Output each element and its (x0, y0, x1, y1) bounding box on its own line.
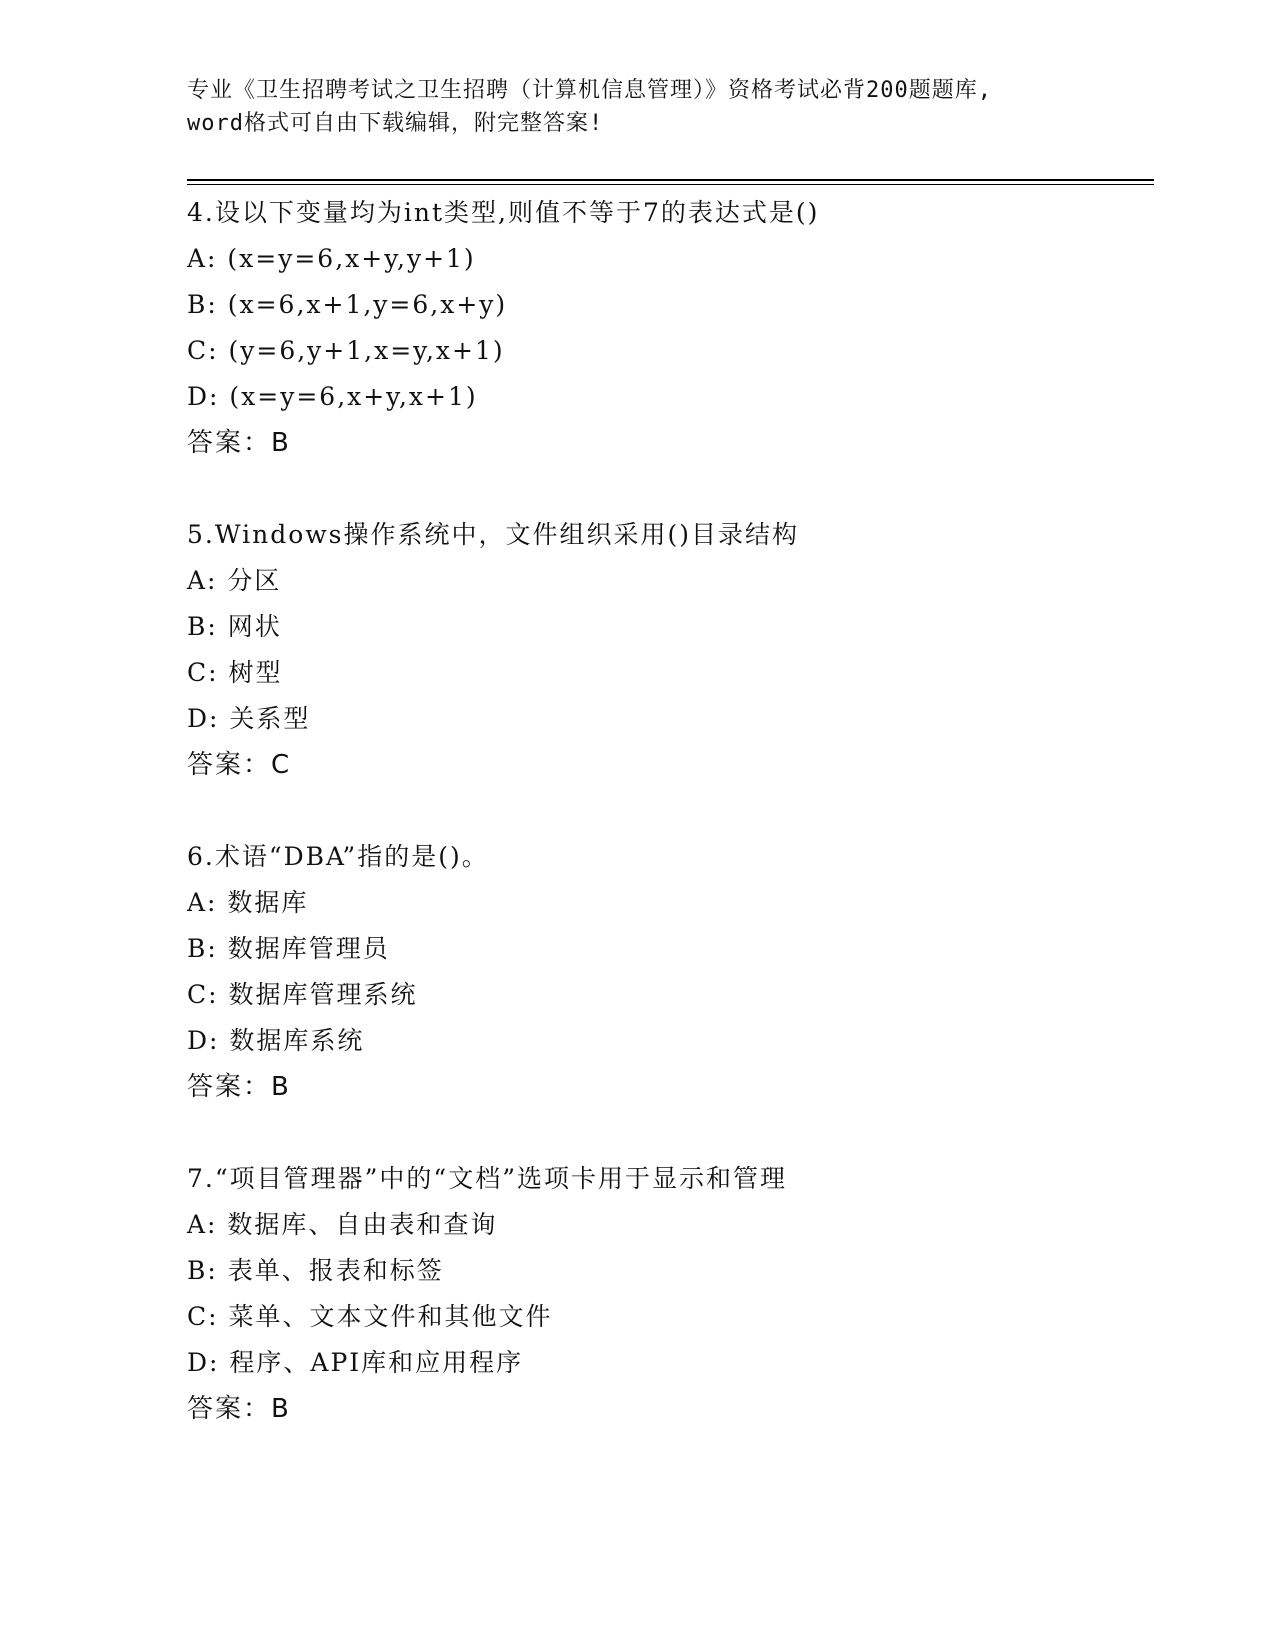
answer-line: 答案：B (187, 1072, 291, 1102)
option-d: D: 程序、API库和应用程序 (187, 1348, 524, 1377)
answer-line: 答案：B (187, 428, 291, 458)
option-c: C: (y=6,y+1,x=y,x+1) (187, 336, 505, 365)
answer-line: 答案：C (187, 750, 292, 780)
option-b: B: 表单、报表和标签 (187, 1256, 444, 1285)
option-c: C: 数据库管理系统 (187, 980, 418, 1009)
option-a: A: 分区 (187, 566, 282, 595)
question-stem: 4.设以下变量均为int类型,则值不等于7的表达式是() (187, 198, 820, 227)
question-list (187, 190, 1154, 1432)
question-stem: 5.Windows操作系统中，文件组织采用()目录结构 (187, 520, 799, 549)
option-c: C: 树型 (187, 658, 283, 687)
question-stem: 7.“项目管理器”中的“文档”选项卡用于显示和管理 (187, 1164, 787, 1193)
option-b: B: 数据库管理员 (187, 934, 390, 963)
option-a: A: 数据库、自由表和查询 (187, 1210, 498, 1239)
document-header (187, 74, 1087, 140)
option-d: D: (x=y=6,x+y,x+1) (187, 382, 478, 411)
header-divider-thick (187, 179, 1154, 181)
option-b: B: 网状 (187, 612, 282, 641)
option-a: A: (x=y=6,x+y,y+1) (187, 244, 476, 273)
question-block (187, 512, 1154, 788)
header-divider-thin (187, 184, 1154, 185)
option-a: A: 数据库 (187, 888, 309, 917)
question-block (187, 834, 1154, 1110)
option-b: B: (x=6,x+1,y=6,x+y) (187, 290, 508, 319)
option-d: D: 数据库系统 (187, 1026, 365, 1055)
question-block (187, 190, 1154, 466)
question-block (187, 1156, 1154, 1432)
answer-line: 答案：B (187, 1394, 291, 1424)
option-d: D: 关系型 (187, 704, 311, 733)
option-c: C: 菜单、文本文件和其他文件 (187, 1302, 553, 1331)
header-line-2: word格式可自由下载编辑，附完整答案! (187, 111, 604, 136)
question-stem: 6.术语“DBA”指的是()。 (187, 842, 489, 871)
header-line-1: 专业《卫生招聘考试之卫生招聘（计算机信息管理）》资格考试必背200题题库, (187, 78, 992, 103)
